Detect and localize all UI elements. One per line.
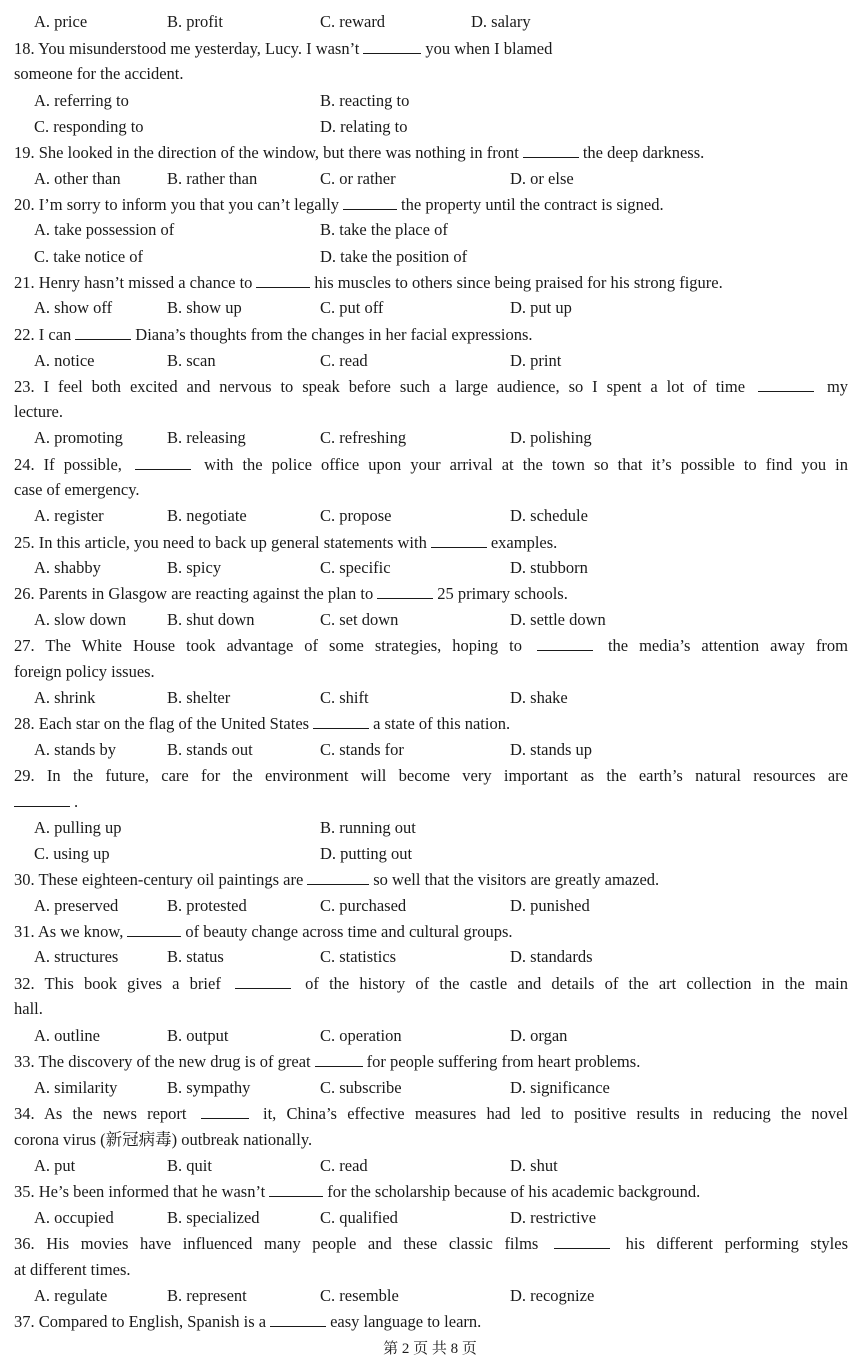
- q31-stem-b: of beauty change across time and cultural groups.: [185, 922, 513, 941]
- q20-option-c: C. take notice of: [34, 247, 144, 266]
- q36-stem-a: 36. His movies have influenced many people and these classic films: [14, 1234, 539, 1253]
- q18-option-d: D. relating to: [320, 117, 408, 136]
- q35-stem-a: 35. He’s been informed that he wasn’t: [14, 1182, 266, 1201]
- q19-blank: [523, 143, 579, 158]
- q25-stem-a: 25. In this article, you need to back up general statements with: [14, 533, 427, 552]
- q37-stem-a: 37. Compared to English, Spanish is a: [14, 1312, 267, 1331]
- q30-blank: [307, 870, 369, 885]
- q18-stem-cont: someone for the accident.: [14, 64, 184, 83]
- q23-option-a: A. promoting: [34, 428, 123, 447]
- q17-option-c: C. reward: [320, 12, 386, 31]
- q22-stem-a: 22. I can: [14, 325, 72, 344]
- q34-stem: [14, 1104, 848, 1124]
- q20-blank: [343, 195, 397, 210]
- q32-stem-cont: hall.: [14, 999, 43, 1018]
- q25-blank: [431, 533, 487, 548]
- q29-option-a: A. pulling up: [34, 818, 122, 837]
- q35-option-c: C. qualified: [320, 1208, 398, 1227]
- q32-option-c: C. operation: [320, 1026, 402, 1045]
- q23-stem-cont: lecture.: [14, 402, 64, 421]
- q19-option-c: C. or rather: [320, 169, 396, 188]
- q30-stem-b: so well that the visitors are greatly amazed.: [373, 870, 660, 889]
- q25-stem-b: examples.: [490, 533, 558, 552]
- q34-stem-b: it, China’s effective measures had led to positive results in reducing the novel: [263, 1104, 848, 1123]
- q29-stem-end: .: [74, 792, 79, 811]
- q19-option-a: A. other than: [34, 169, 121, 188]
- q26-stem-b: 25 primary schools.: [437, 584, 568, 603]
- q20-stem: [14, 195, 664, 215]
- q34-option-a: A. put: [34, 1156, 76, 1175]
- q23-stem-a: 23. I feel both excited and nervous to speak before such a large audience, so I spent a lot of time: [14, 377, 746, 396]
- q24-option-b: B. negotiate: [167, 506, 247, 525]
- q20-option-a: A. take possession of: [34, 220, 175, 239]
- q28-option-c: C. stands for: [320, 740, 404, 759]
- q36-blank: [554, 1234, 610, 1249]
- q24-stem-cont: case of emergency.: [14, 480, 140, 499]
- q23-stem: [14, 377, 848, 397]
- page-number: 第 2 页 共 8 页: [383, 1341, 477, 1357]
- q32-option-d: D. organ: [510, 1026, 568, 1045]
- q20-stem-a: 20. I’m sorry to inform you that you can’t legally: [14, 195, 340, 214]
- q28-stem-b: a state of this nation.: [373, 714, 511, 733]
- q24-stem-a: 24. If possible,: [14, 455, 122, 474]
- q32-stem: [14, 974, 848, 994]
- q33-option-d: D. significance: [510, 1078, 610, 1097]
- q29-option-c: C. using up: [34, 844, 110, 863]
- q32-stem-b: of the history of the castle and details of the art collection in the main: [305, 974, 848, 993]
- q30-option-a: A. preserved: [34, 896, 119, 915]
- q27-blank: [537, 636, 593, 651]
- q28-stem-a: 28. Each star on the flag of the United States: [14, 714, 310, 733]
- q36-option-b: B. represent: [167, 1286, 247, 1305]
- q29-option-b: B. running out: [320, 818, 416, 837]
- q22-option-a: A. notice: [34, 351, 95, 370]
- q28-option-a: A. stands by: [34, 740, 117, 759]
- q21-stem: [14, 273, 723, 293]
- q27-option-c: C. shift: [320, 688, 369, 707]
- q18-option-b: B. reacting to: [320, 91, 410, 110]
- q31-option-a: A. structures: [34, 947, 119, 966]
- q23-stem-b: my: [826, 377, 849, 396]
- q35-stem-b: for the scholarship because of his academic background.: [327, 1182, 701, 1201]
- q19-stem-a: 19. She looked in the direction of the window, but there was nothing in front: [14, 143, 519, 162]
- q25-stem: [14, 533, 557, 553]
- q25-option-c: C. specific: [320, 558, 391, 577]
- q25-option-d: D. stubborn: [510, 558, 588, 577]
- q34-stem-a: 34. As the news report: [14, 1104, 187, 1123]
- q23-option-d: D. polishing: [510, 428, 592, 447]
- q36-stem: [14, 1234, 848, 1254]
- q26-option-c: C. set down: [320, 610, 399, 629]
- q35-option-d: D. restrictive: [510, 1208, 597, 1227]
- q31-stem: [14, 922, 513, 942]
- q18-stem: [14, 39, 552, 59]
- q17-option-a: A. price: [34, 12, 88, 31]
- q29-blank: [14, 792, 70, 807]
- q27-stem-a: 27. The White House took advantage of some strategies, hoping to: [14, 636, 522, 655]
- q33-option-a: A. similarity: [34, 1078, 118, 1097]
- q31-option-b: B. status: [167, 947, 224, 966]
- q22-stem: [14, 325, 533, 345]
- q31-option-d: D. standards: [510, 947, 593, 966]
- q17-option-b: B. profit: [167, 12, 223, 31]
- q33-option-b: B. sympathy: [167, 1078, 251, 1097]
- q26-stem-a: 26. Parents in Glasgow are reacting against the plan to: [14, 584, 374, 603]
- q35-option-a: A. occupied: [34, 1208, 114, 1227]
- q19-option-d: D. or else: [510, 169, 574, 188]
- q27-stem-cont: foreign policy issues.: [14, 662, 155, 681]
- q18-stem-a: 18. You misunderstood me yesterday, Lucy. I wasn’t: [14, 39, 360, 58]
- q21-stem-b: his muscles to others since being praised for his strong figure.: [314, 273, 723, 292]
- q29-option-d: D. putting out: [320, 844, 413, 863]
- q20-stem-b: the property until the contract is signed.: [401, 195, 664, 214]
- q24-option-d: D. schedule: [510, 506, 588, 525]
- q30-option-d: D. punished: [510, 896, 590, 915]
- q30-option-c: C. purchased: [320, 896, 407, 915]
- q36-stem-cont: at different times.: [14, 1260, 131, 1279]
- q27-option-b: B. shelter: [167, 688, 231, 707]
- q33-stem-a: 33. The discovery of the new drug is of great: [14, 1052, 311, 1071]
- q26-option-d: D. settle down: [510, 610, 606, 629]
- q26-blank: [377, 584, 433, 599]
- q31-stem-a: 31. As we know,: [14, 922, 124, 941]
- q37-blank: [270, 1312, 326, 1327]
- q34-option-b: B. quit: [167, 1156, 212, 1175]
- q19-stem: [14, 143, 704, 163]
- q31-blank: [127, 922, 181, 937]
- q24-option-a: A. register: [34, 506, 104, 525]
- q33-stem-b: for people suffering from heart problems.: [366, 1052, 641, 1071]
- q22-stem-b: Diana’s thoughts from the changes in her facial expressions.: [135, 325, 533, 344]
- q17-option-d: D. salary: [471, 12, 531, 31]
- q28-blank: [313, 714, 369, 729]
- q18-option-c: C. responding to: [34, 117, 144, 136]
- q31-option-c: C. statistics: [320, 947, 397, 966]
- q35-stem: [14, 1182, 700, 1202]
- q29-stem: 29. In the future, care for the environment will become very important as the earth’s natural resources are: [14, 766, 848, 785]
- q22-option-b: B. scan: [167, 351, 216, 370]
- q36-option-a: A. regulate: [34, 1286, 108, 1305]
- q36-stem-b: his different performing styles: [625, 1234, 849, 1253]
- q21-stem-a: 21. Henry hasn’t missed a chance to: [14, 273, 253, 292]
- q22-option-c: C. read: [320, 351, 368, 370]
- q18-option-a: A. referring to: [34, 91, 129, 110]
- q24-blank: [135, 455, 191, 470]
- q28-stem: [14, 714, 510, 734]
- q24-stem-b: with the police office upon your arrival at the town so that it’s possible to find you in: [204, 455, 849, 474]
- q21-blank: [256, 273, 310, 288]
- q37-stem: [14, 1312, 481, 1332]
- q35-option-b: B. specialized: [167, 1208, 260, 1227]
- q27-option-d: D. shake: [510, 688, 568, 707]
- q28-option-d: D. stands up: [510, 740, 593, 759]
- q28-option-b: B. stands out: [167, 740, 253, 759]
- q23-option-c: C. refreshing: [320, 428, 407, 447]
- q20-option-b: B. take the place of: [320, 220, 448, 239]
- q36-option-d: D. recognize: [510, 1286, 595, 1305]
- q24-stem: [14, 455, 848, 475]
- q34-stem-cont: corona virus (新冠病毒) outbreak nationally.: [14, 1130, 313, 1149]
- q27-stem-b: the media’s attention away from: [607, 636, 849, 655]
- q32-option-a: A. outline: [34, 1026, 100, 1045]
- q30-stem: [14, 870, 659, 890]
- q20-option-d: D. take the position of: [320, 247, 468, 266]
- q22-blank: [75, 325, 131, 340]
- q33-option-c: C. subscribe: [320, 1078, 402, 1097]
- q19-option-b: B. rather than: [167, 169, 258, 188]
- q22-option-d: D. print: [510, 351, 562, 370]
- q25-option-b: B. spicy: [167, 558, 222, 577]
- q30-option-b: B. protested: [167, 896, 247, 915]
- q26-option-b: B. shut down: [167, 610, 255, 629]
- q33-blank: [315, 1052, 363, 1067]
- q19-stem-b: the deep darkness.: [582, 143, 705, 162]
- q32-blank: [235, 974, 291, 989]
- q18-blank: [363, 39, 421, 54]
- q27-option-a: A. shrink: [34, 688, 96, 707]
- q18-stem-b: you when I blamed: [425, 39, 553, 58]
- q29-stem-cont: [14, 792, 848, 812]
- q26-stem: [14, 584, 568, 604]
- q32-option-b: B. output: [167, 1026, 229, 1045]
- q21-option-d: D. put up: [510, 298, 572, 317]
- q26-option-a: A. slow down: [34, 610, 127, 629]
- q23-option-b: B. releasing: [167, 428, 246, 447]
- q27-stem: [14, 636, 848, 656]
- q34-option-c: C. read: [320, 1156, 368, 1175]
- q30-stem-a: 30. These eighteen-century oil paintings are: [14, 870, 304, 889]
- q33-stem: [14, 1052, 640, 1072]
- q36-option-c: C. resemble: [320, 1286, 399, 1305]
- q34-blank: [201, 1104, 249, 1119]
- q32-stem-a: 32. This book gives a brief: [14, 974, 221, 993]
- q21-option-b: B. show up: [167, 298, 242, 317]
- q24-option-c: C. propose: [320, 506, 392, 525]
- q34-option-d: D. shut: [510, 1156, 558, 1175]
- q35-blank: [269, 1182, 323, 1197]
- q37-stem-b: easy language to learn.: [330, 1312, 482, 1331]
- q21-option-a: A. show off: [34, 298, 113, 317]
- q23-blank: [758, 377, 814, 392]
- q21-option-c: C. put off: [320, 298, 384, 317]
- q25-option-a: A. shabby: [34, 558, 101, 577]
